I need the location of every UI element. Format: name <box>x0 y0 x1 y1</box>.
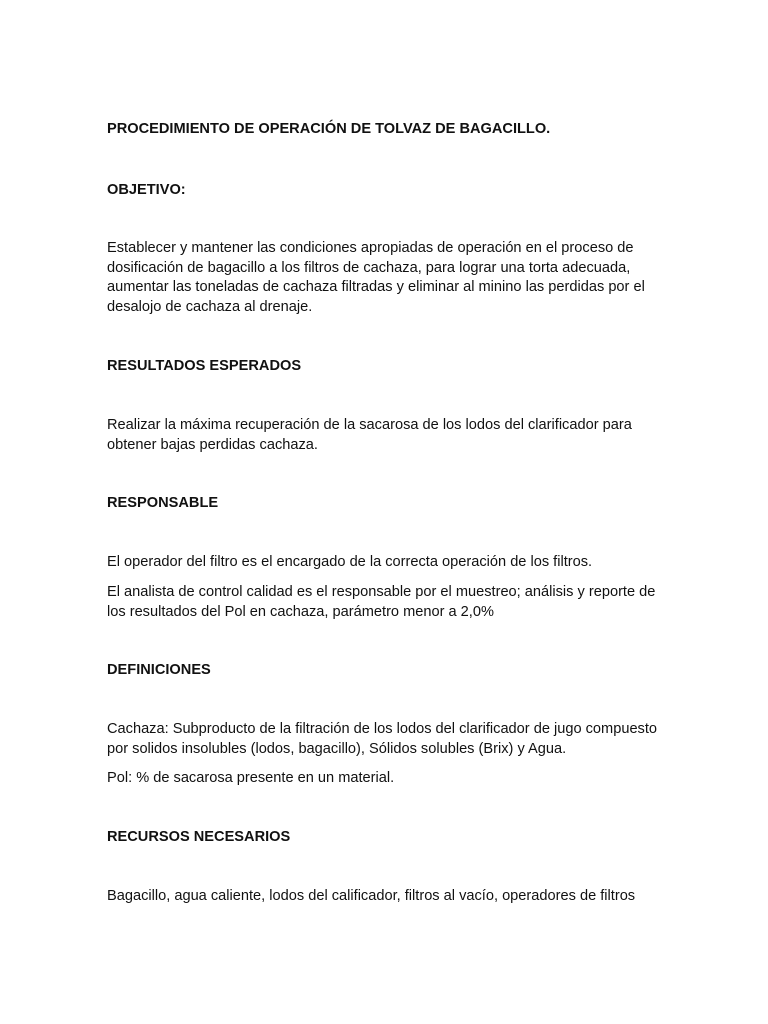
section-heading-objetivo: OBJETIVO: <box>107 182 186 198</box>
paragraph-objetivo: Establecer y mantener las condiciones apropiadas de operación en el proceso de dosificación de bagacillo a los filtros de cachaza, para lograr una torta adecuada, aumentar las toneladas de cachaza filtradas y eliminar al minino las perdidas por el desalojo de cachaza al drenaje. <box>107 240 645 315</box>
paragraph-definicion-cachaza: Cachaza: Subproducto de la filtración de los lodos del clarificador de jugo compuesto por solidos insolubles (lodos, bagacillo), Sólidos solubles (Brix) y Agua. <box>107 721 658 757</box>
section-heading-definiciones: DEFINICIONES <box>107 662 211 678</box>
paragraph-recursos-necesarios: Bagacillo, agua caliente, lodos del calificador, filtros al vacío, operadores de filtros <box>107 888 636 904</box>
paragraph-resultados-esperados: Realizar la máxima recuperación de la sacarosa de los lodos del clarificador para obtener bajas perdidas cachaza. <box>107 417 632 453</box>
paragraph-definicion-pol: Pol: % de sacarosa presente en un material. <box>107 770 395 786</box>
section-heading-resultados-esperados: RESULTADOS ESPERADOS <box>107 358 302 374</box>
paragraph-responsable-analista: El analista de control calidad es el responsable por el muestreo; análisis y reporte de los resultados del Pol en cachaza, parámetro menor a 2,0% <box>107 584 656 620</box>
paragraph-responsable-operador: El operador del filtro es el encargado de la correcta operación de los filtros. <box>107 554 593 570</box>
section-heading-responsable: RESPONSABLE <box>107 495 219 511</box>
section-heading-recursos-necesarios: RECURSOS NECESARIOS <box>107 829 291 845</box>
document-title: PROCEDIMIENTO DE OPERACIÓN DE TOLVAZ DE BAGACILLO. <box>107 121 551 137</box>
